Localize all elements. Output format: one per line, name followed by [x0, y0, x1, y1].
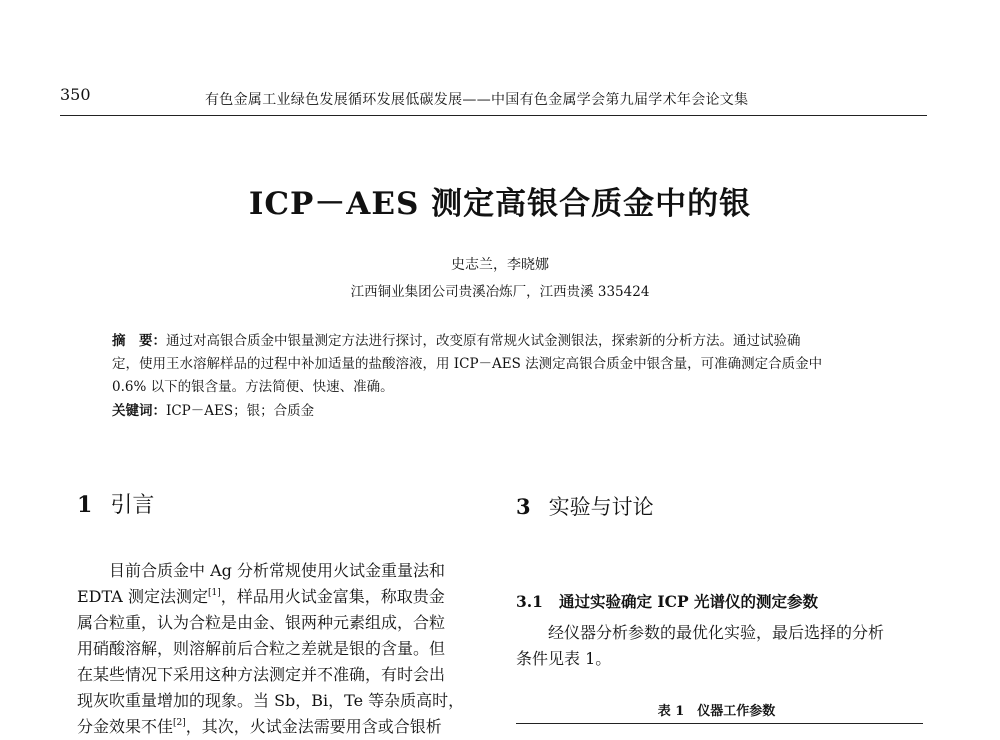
section-number: 3: [516, 494, 531, 519]
section-number: 1: [77, 492, 93, 518]
paragraph-line: 在某些情况下采用这种方法测定并不准确，有时会出: [77, 665, 446, 684]
section-3-heading: [516, 491, 654, 521]
paragraph-line: 目前合质金中 Ag 分析常规使用火试金重量法和: [109, 561, 445, 580]
abstract-line: 定，使用王水溶解样品的过程中补加适量的盐酸溶液，用 ICP－AES 法测定高银合质金中银含量，可准确测定合质金中: [112, 356, 823, 372]
line-text: 分金效果不佳: [77, 717, 174, 736]
abstract-label: 摘 要：: [112, 333, 166, 349]
section-title: 引言: [110, 493, 155, 518]
affiliation: 江西铜业集团公司贵溪冶炼厂，江西贵溪 335424: [350, 284, 650, 300]
citation-ref: [2]: [173, 718, 186, 728]
running-header: 有色金属工业绿色发展循环发展低碳发展——中国有色金属学会第九届学术年会论文集: [205, 92, 749, 108]
paragraph-line: [77, 584, 487, 610]
section-title: 实验与讨论: [548, 495, 654, 519]
abstract-line: [112, 330, 897, 353]
paper-title: ICP－AES 测定高银合质金中的银: [248, 186, 752, 222]
citation-ref: [1]: [207, 588, 221, 598]
subsection-3-1-body: [516, 620, 926, 672]
abstract-text: 通过对高银合质金中银量测定方法进行探讨，改变原有常规火试金测银法，探索新的分析方法。通过试验确: [166, 333, 801, 349]
page-number: 350: [60, 85, 91, 104]
table-top-rule: [516, 723, 923, 724]
abstract: [112, 330, 897, 399]
line-text: EDTA 测定法测定: [77, 587, 208, 606]
keywords-text: ICP－AES；银；合质金: [166, 403, 315, 419]
authors: 史志兰，李晓娜: [451, 257, 549, 273]
header-rule: [60, 115, 927, 116]
keywords: [112, 399, 314, 419]
paragraph-line: 现灰吹重量增加的现象。当 Sb，Bi，Te 等杂质高时，: [77, 691, 465, 710]
paragraph-line: 条件见表 1。: [516, 649, 612, 668]
subsection-number: 3.1: [516, 592, 543, 611]
paragraph-line: 经仪器分析参数的最优化实验，最后选择的分析: [548, 623, 885, 642]
line-text: ，样品用火试金富集，称取贵金: [220, 587, 445, 606]
subsection-title: 通过实验确定 ICP 光谱仪的测定参数: [558, 592, 819, 611]
line-text: ，其次，火试金法需要用含或合银析: [185, 717, 442, 736]
abstract-line: 0.6% 以下的银含量。方法简便、快速、准确。: [112, 379, 394, 395]
paragraph-line: 用硝酸溶解，则溶解前后合粒之差就是银的含量。但: [77, 639, 446, 658]
subsection-3-1-heading: [516, 590, 818, 612]
paragraph-line: 属合粒重，认为合粒是由金、银两种元素组成，合粒: [77, 613, 446, 632]
keywords-label: 关键词：: [112, 403, 166, 419]
table-1-caption: 表 1 仪器工作参数: [657, 704, 776, 719]
section-1-heading: [77, 488, 154, 519]
